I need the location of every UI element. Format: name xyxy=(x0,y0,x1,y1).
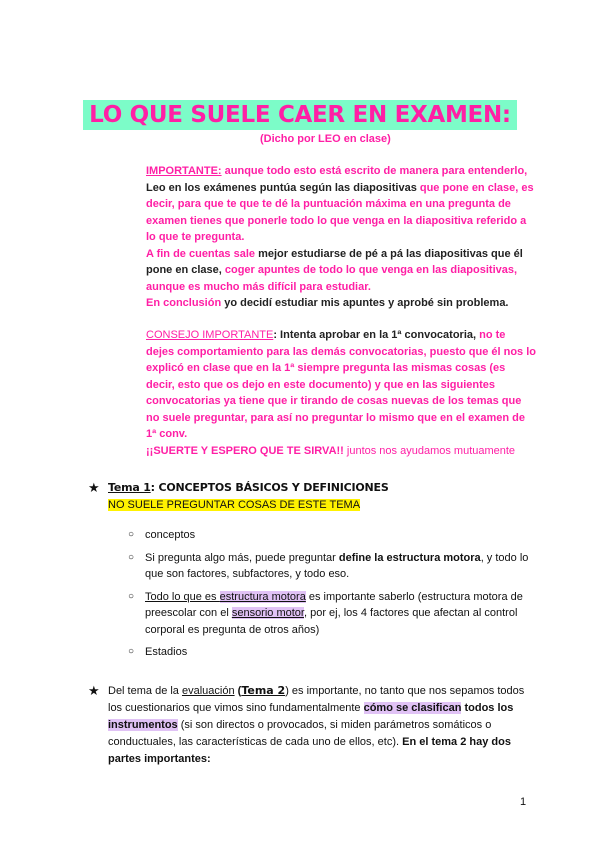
circle-bullet-icon: ○ xyxy=(128,646,135,657)
advice-paragraph xyxy=(146,327,536,443)
tema2-label: Tema 2 xyxy=(241,684,286,697)
advice-text: : Intenta aprobar en la 1ª convocatoria, xyxy=(273,329,477,341)
tema2-paragraph xyxy=(108,682,538,768)
intro-text: coger apuntes de todo lo que venga en las diapositivas, aunque es mucho más difícil para estudiar. xyxy=(146,264,518,293)
list-item-text: Si pregunta algo más, puede preguntar xyxy=(145,551,339,564)
list-item-text: , por ej, los 4 factores que afectan al control corporal es pregunta de otros años) xyxy=(145,607,518,636)
luck-paragraph xyxy=(146,443,536,460)
tema1-heading xyxy=(108,481,389,494)
list-item-text: estructura motora xyxy=(219,590,306,603)
list-item-text: Estadios xyxy=(145,646,188,658)
subtitle: (Dicho por LEO en clase) xyxy=(260,133,391,145)
star-bullet-icon: ★ xyxy=(88,480,100,495)
intro-text: En conclusión xyxy=(146,297,222,309)
list-item xyxy=(128,644,538,661)
luck-text: juntos nos ayudamos mutuamente xyxy=(343,444,516,457)
tema1-list xyxy=(128,527,538,667)
list-item-text: Todo lo que es xyxy=(145,590,220,603)
intro-text: A fin de cuentas sale xyxy=(146,247,256,260)
tema1-label: Tema 1 xyxy=(108,481,151,494)
advice-label: CONSEJO IMPORTANTE xyxy=(146,329,274,341)
page-title: LO QUE SUELE CAER EN EXAMEN: xyxy=(83,100,517,130)
tema2-text: ) es importante, no tanto que nos sepamos todos los cuestionarios que vimos sino fundamentalmente xyxy=(108,685,525,714)
luck-text: ¡¡SUERTE Y ESPERO QUE TE SIRVA!! xyxy=(146,444,344,457)
circle-bullet-icon: ○ xyxy=(128,551,135,563)
tema1-note-text: NO SUELE PREGUNTAR COSAS DE ESTE TEMA xyxy=(108,499,361,511)
title-container xyxy=(0,100,600,130)
list-item-text: sensorio motor xyxy=(231,607,304,619)
intro-section xyxy=(146,163,536,312)
important-label: IMPORTANTE: xyxy=(146,165,222,177)
advice-text: no te dejes comportamiento para las demás convocatorias, puesto que él nos lo explicó en clase que en la 1ª siempre pregunta las mismas cosas (es decir, esto que os dejo en este documento) y que en las siguientes convocatorias ya tiene que ir tirando de cosas nuevas de los temas que no suele preguntar, para así no preguntar lo mismo que en el examen de 1ª conv. xyxy=(146,329,537,440)
tema2-text: En el tema 2 hay dos partes importantes: xyxy=(108,736,511,765)
tema2-text: cómo se clasifican xyxy=(363,702,462,714)
tema2-text: ( xyxy=(234,685,242,697)
circle-bullet-icon: ○ xyxy=(128,529,135,540)
page-number: 1 xyxy=(520,796,527,808)
advice-section xyxy=(146,327,536,459)
intro-text: yo decidí estudiar mis apuntes y aprobé sin problema. xyxy=(221,297,509,309)
list-item-text: conceptos xyxy=(145,529,196,541)
intro-paragraph-3 xyxy=(146,295,536,312)
intro-text: mejor estudiarse de pé a pá las diapositivas que él pone en clase, xyxy=(146,247,523,276)
list-item-text: , y todo lo que son factores, subfactores, y todo eso. xyxy=(145,551,529,580)
intro-text: que pone en clase, es decir, para que te que te dé la puntuación máxima en una pregunta de examen tienes que ponerle todo lo que venga en la diapositiva referido a lo que te pregunta. xyxy=(146,181,534,243)
list-item xyxy=(128,589,538,639)
intro-paragraph-1 xyxy=(146,163,536,246)
intro-text: Leo en los exámenes puntúa según las diapositivas xyxy=(146,181,417,194)
list-item-text: es importante saberlo (estructura motora de preescolar con el xyxy=(145,590,523,619)
tema2-text: (si son directos o provocados, si miden parámetros somáticos o conductuales, las características de cada uno de ellos, etc). xyxy=(108,719,492,748)
list-item xyxy=(128,550,538,583)
tema1-heading-text: : CONCEPTOS BÁSICOS Y DEFINICIONES xyxy=(150,481,389,494)
intro-text: aunque todo esto está escrito de manera para entenderlo, xyxy=(221,165,528,177)
list-item xyxy=(128,527,538,544)
list-item-text: define la estructura motora xyxy=(338,551,481,564)
intro-paragraph-2 xyxy=(146,246,536,296)
tema2-text: instrumentos xyxy=(108,719,178,731)
tema2-text: Del tema de la xyxy=(108,685,182,697)
circle-bullet-icon: ○ xyxy=(128,590,135,602)
tema1-note xyxy=(108,499,360,511)
tema2-text: evaluación xyxy=(181,685,235,697)
star-bullet-icon: ★ xyxy=(88,683,100,698)
tema2-text: todos los xyxy=(461,702,514,714)
